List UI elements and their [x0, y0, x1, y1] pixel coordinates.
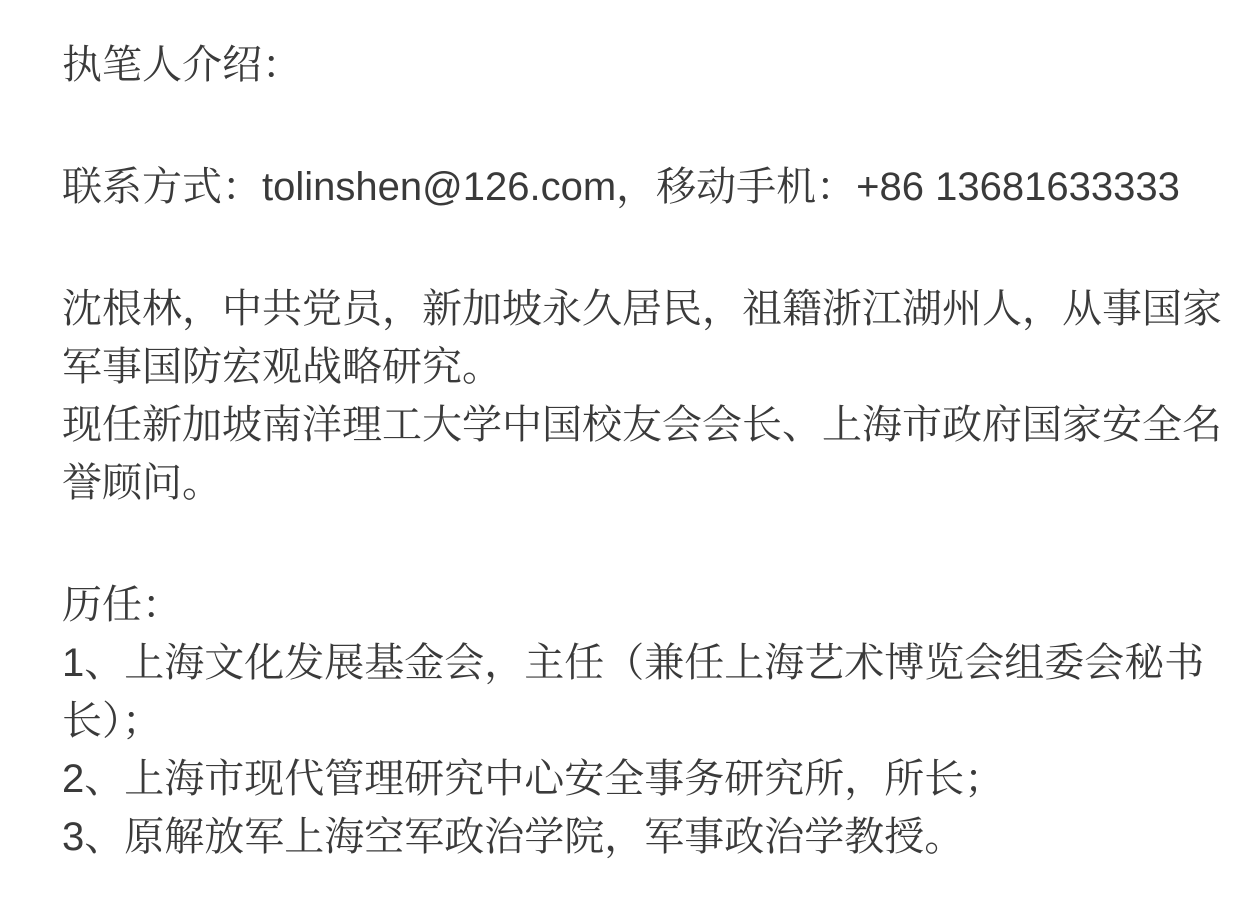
heading-line: 执笔人介绍：	[62, 43, 302, 87]
career-item-1-line-1: 1、上海文化发展基金会，主任（兼任上海艺术博览会组委会秘书	[62, 641, 1205, 685]
bio-line-2: 军事国防宏观战略研究。	[62, 345, 502, 389]
career-item-3: 3、原解放军上海空军政治学院，军事政治学教授。	[62, 815, 965, 859]
career-heading-line: 历任：	[62, 583, 182, 627]
contact-info	[62, 158, 1226, 216]
bio-line-4: 誉顾问。	[62, 461, 222, 505]
contact-line: 联系方式：tolinshen@126.com，移动手机：+86 13681633333	[62, 165, 1180, 209]
author-intro-heading	[62, 36, 1226, 94]
bio-line-3: 现任新加坡南洋理工大学中国校友会会长、上海市政府国家安全名	[62, 403, 1222, 447]
career-item-1-line-2: 长）；	[62, 699, 162, 743]
career-item-2: 2、上海市现代管理研究中心安全事务研究所，所长；	[62, 757, 1005, 801]
bio-line-1: 沈根林，中共党员，新加坡永久居民，祖籍浙江湖州人，从事国家	[62, 287, 1222, 331]
